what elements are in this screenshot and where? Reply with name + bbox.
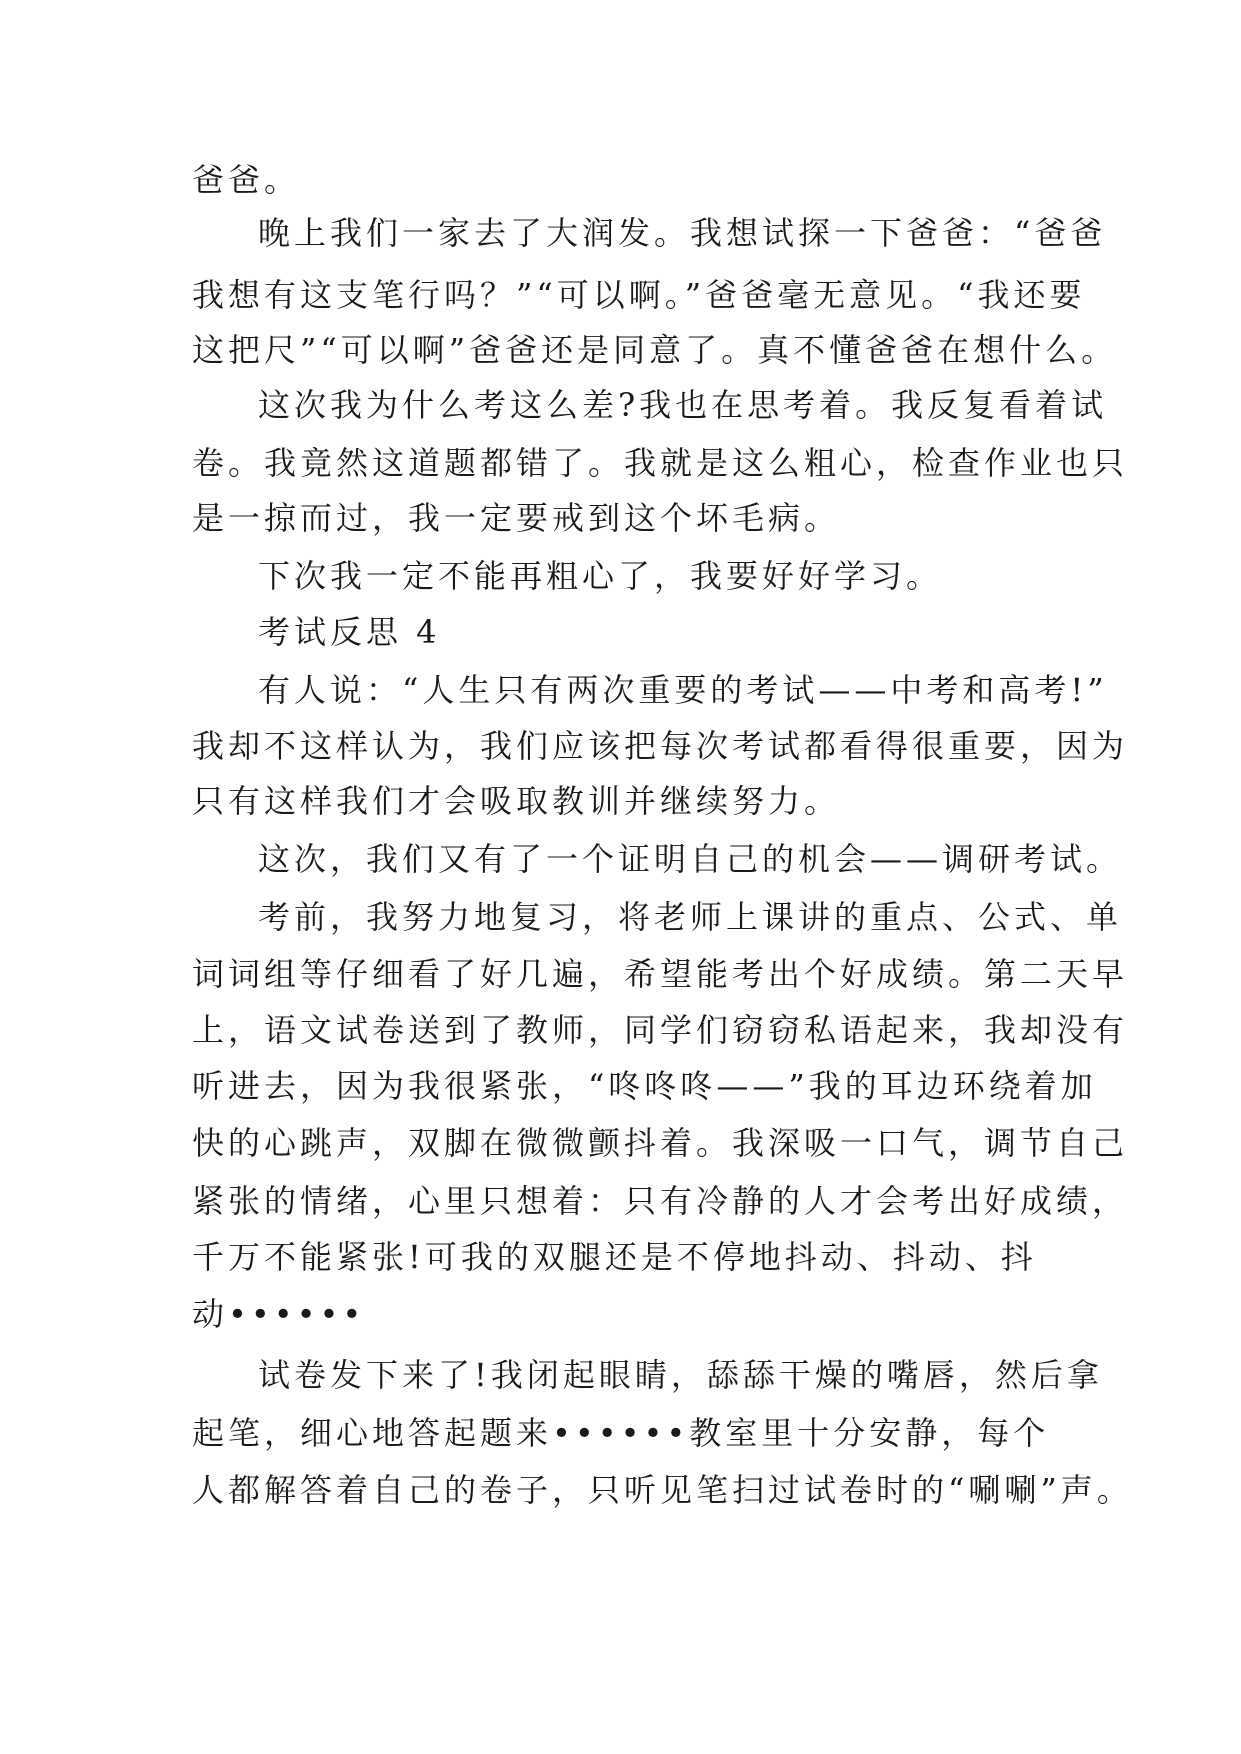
text-line: 动••••••	[192, 1295, 366, 1333]
text-line: 快的心跳声，双脚在微微颤抖着。我深吸一口气，调节自己	[192, 1124, 1129, 1162]
text-line: 上，语文试卷送到了教师，同学们窃窃私语起来，我却没有	[192, 1011, 1129, 1049]
text-line: 这把尺”“可以啊”爸爸还是同意了。真不懂爸爸在想什么。	[192, 331, 1118, 369]
text-line: 卷。我竟然这道题都错了。我就是这么粗心，检查作业也只	[192, 444, 1129, 482]
text-line: 千万不能紧张!可我的双腿还是不停地抖动、抖动、抖	[192, 1238, 1037, 1276]
text-line: 词词组等仔细看了好几遍，希望能考出个好成绩。第二天早	[192, 955, 1129, 993]
text-line: 下次我一定不能再粗心了，我要好好学习。	[258, 557, 943, 595]
text-line: 紧张的情绪，心里只想着：只有冷静的人才会考出好成绩，	[192, 1182, 1129, 1220]
text-line: 试卷发下来了!我闭起眼睛，舔舔干燥的嘴唇，然后拿	[258, 1356, 1103, 1394]
text-line: 起笔，细心地答起题来••••••教室里十分安静，每个	[192, 1414, 1050, 1452]
text-line: 我却不这样认为，我们应该把每次考试都看得很重要，因为	[192, 727, 1129, 765]
text-line: 听进去，因为我很紧张，“咚咚咚——”我的耳边环绕着加	[192, 1067, 1097, 1105]
text-line: 爸爸。	[192, 161, 301, 199]
text-line: 考前，我努力地复习，将老师上课讲的重点、公式、单	[258, 898, 1123, 936]
text-line: 这次，我们又有了一个证明自己的机会——调研考试。	[258, 840, 1123, 878]
text-line: 晚上我们一家去了大润发。我想试探一下爸爸：“爸爸	[258, 214, 1107, 252]
text-line: 只有这样我们才会吸取教训并继续努力。	[192, 782, 841, 820]
text-line: 有人说：“人生只有两次重要的考试——中考和高考!”	[258, 671, 1108, 709]
text-line: 是一掠而过，我一定要戒到这个坏毛病。	[192, 499, 841, 537]
text-line: 人都解答着自己的卷子，只听见笔扫过试卷时的“唰唰”声。	[192, 1471, 1133, 1509]
section-heading: 考试反思 4	[258, 613, 441, 651]
text-line: 这次我为什么考这么差?我也在思考着。我反复看着试	[258, 386, 1108, 424]
text-line: 我想有这支笔行吗？”“可以啊。”爸爸毫无意见。“我还要	[192, 276, 1086, 314]
